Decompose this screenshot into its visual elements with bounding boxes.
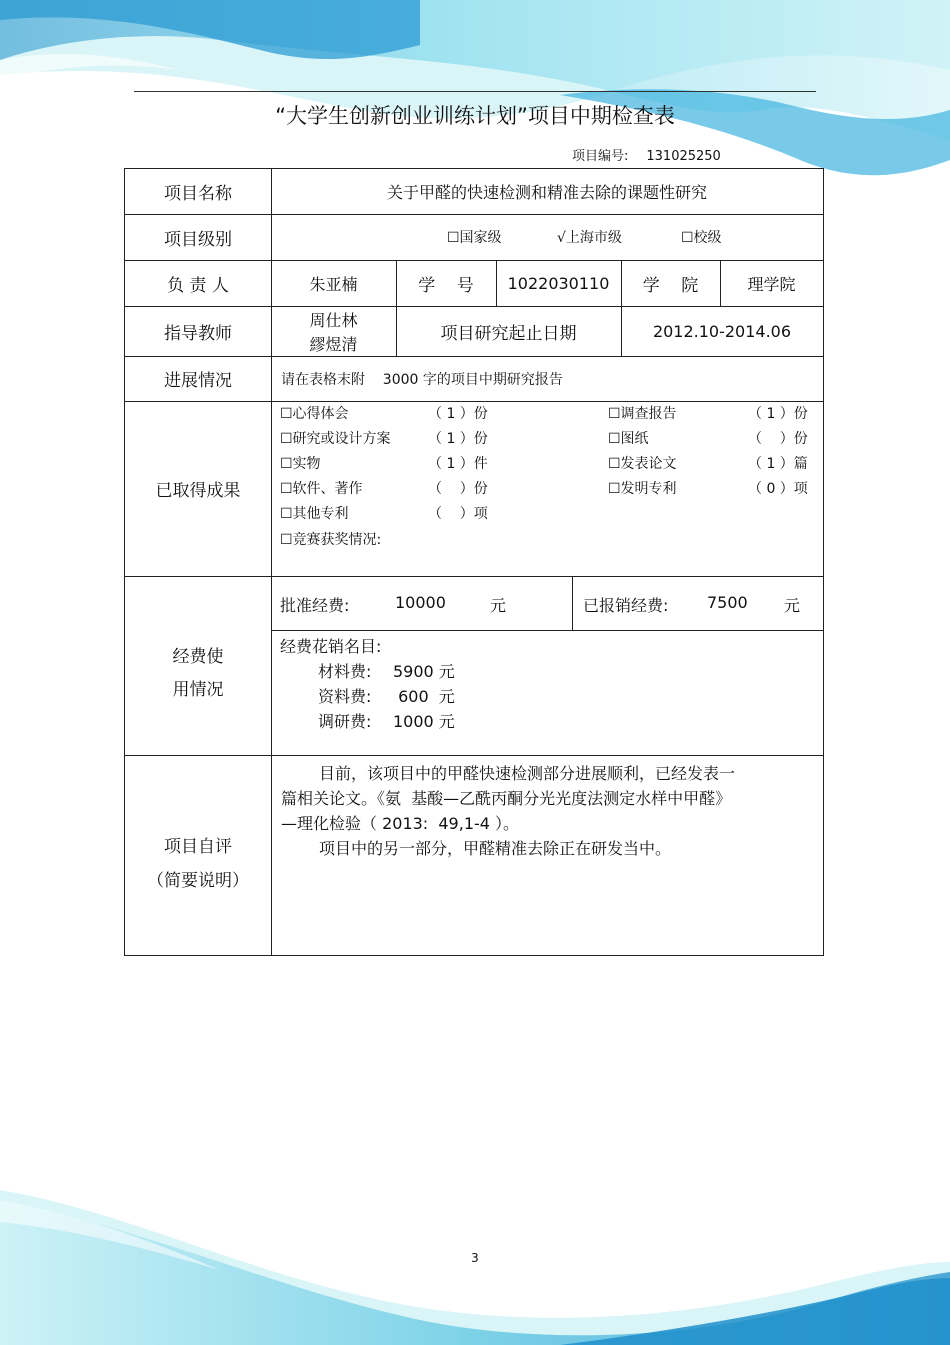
project-level-label: 项目级别 [164, 229, 232, 250]
reimbursed-funding-label: 已报销经费: [583, 596, 669, 615]
achievement-item: ☐调查报告 [608, 406, 677, 422]
self-eval-line: 目前，该项目中的甲醛快速检测部分进展顺利，已经发表一 [319, 764, 736, 783]
advisor-name-2: 繆煜清 [309, 334, 358, 354]
achievement-item: ☐研究或设计方案 [280, 431, 391, 447]
student-id-value: 1022030110 [507, 273, 610, 293]
self-eval-label-line-1: 项目自评 [164, 836, 232, 857]
advisor-label: 指导教师 [164, 323, 232, 344]
self-eval-line: —理化检验（ 2013: 49,1-4 ）。 [281, 814, 520, 833]
achievement-count: （ 1 ）份 [428, 406, 488, 422]
project-name-label: 项目名称 [164, 184, 232, 204]
reimbursed-funding-value: 7500 [707, 593, 748, 612]
achievements-label: 已取得成果 [155, 481, 241, 501]
expense-title: 经费花销名目: [280, 637, 382, 656]
expense-value: 600 元 [393, 687, 455, 706]
approved-funding-value: 10000 [395, 593, 446, 612]
funding-label-line-2: 用情况 [172, 679, 224, 700]
midterm-check-table [124, 168, 824, 956]
college-value: 理学院 [747, 274, 796, 294]
achievement-count: （ ）份 [748, 431, 808, 447]
page-title: “大学生创新创业训练计划”项目中期检查表 [275, 104, 675, 128]
expense-label: 资料费: [318, 687, 372, 706]
expense-label: 材料费: [318, 662, 372, 681]
self-eval-text [281, 761, 793, 861]
achievement-count: （ 1 ）份 [428, 431, 488, 447]
achievement-item: ☐其他专利 [280, 506, 349, 522]
expense-value: 1000 元 [393, 712, 455, 731]
achievement-count: （ 1 ）件 [428, 456, 488, 472]
project-number-label: 项目编号: [572, 149, 629, 164]
approved-funding-unit: 元 [490, 596, 507, 615]
self-eval-label-line-2: （简要说明） [147, 870, 249, 891]
reimbursed-funding-unit: 元 [784, 596, 801, 615]
period-label: 项目研究起止日期 [440, 323, 577, 344]
self-eval-line: 项目中的另一部分，甲醛精准去除正在研发当中。 [319, 839, 672, 858]
achievement-item: ☐发表论文 [608, 456, 677, 472]
project-name-value: 关于甲醛的快速检测和精准去除的课题性研究 [386, 183, 707, 202]
progress-label: 进展情况 [164, 371, 232, 391]
achievement-count: （ ）份 [428, 481, 488, 497]
advisor-name-1: 周仕林 [309, 310, 358, 330]
progress-value: 请在表格末附 3000 字的项目中期研究报告 [281, 371, 563, 388]
achievement-item: ☐发明专利 [608, 481, 677, 497]
level-school-checkbox: ☐校级 [681, 230, 722, 246]
expense-value: 5900 元 [393, 662, 455, 681]
achievement-count: （ 1 ）篇 [748, 456, 808, 472]
self-eval-line: 篇相关论文。《氨 基酸—乙酰丙酮分光光度法测定水样中甲醛》 [281, 789, 732, 808]
leader-label: 负 责 人 [167, 275, 229, 296]
funding-label-line-1: 经费使 [172, 646, 224, 667]
approved-funding-label: 批准经费: [280, 596, 350, 615]
project-number-value: 131025250 [646, 149, 721, 164]
achievement-item: ☐图纸 [608, 431, 649, 447]
achievement-item: ☐软件、著作 [280, 481, 363, 497]
level-shanghai-checkbox: √上海市级 [557, 230, 622, 246]
achievement-item: ☐心得体会 [280, 406, 349, 422]
achievement-count: （ 1 ）份 [748, 406, 808, 422]
level-national-checkbox: ☐国家级 [447, 230, 502, 246]
achievement-count: （ 0 ）项 [748, 481, 808, 497]
college-label: 学 院 [642, 275, 699, 296]
student-id-label: 学 号 [418, 275, 474, 296]
leader-value: 朱亚楠 [309, 274, 358, 294]
project-number [572, 145, 721, 164]
achievement-count: （ ）项 [428, 506, 488, 522]
achievement-item: ☐竞赛获奖情况: [280, 532, 382, 548]
page-number: 3 [471, 1251, 479, 1265]
expense-label: 调研费: [318, 712, 372, 731]
header-rule [134, 91, 816, 92]
achievement-item: ☐实物 [280, 456, 321, 472]
period-value: 2012.10-2014.06 [652, 321, 792, 341]
